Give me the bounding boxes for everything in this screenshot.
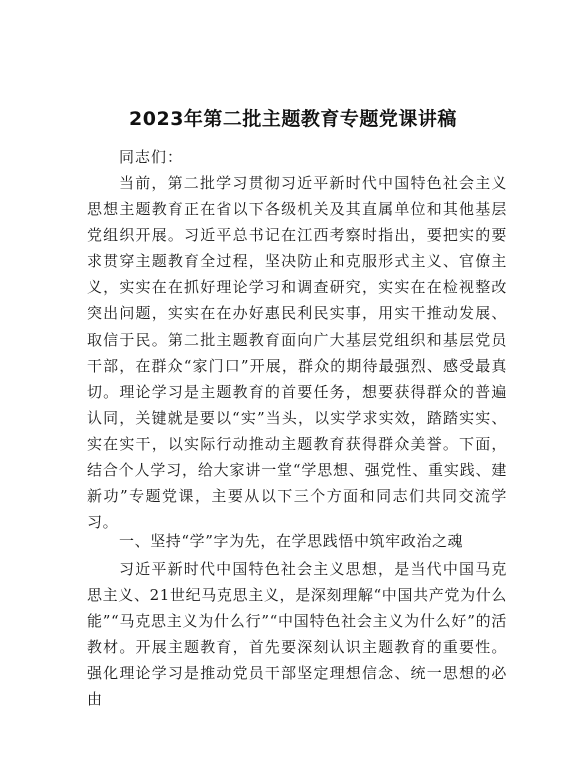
paragraph-intro: 当前，第二批学习贯彻习近平新时代中国特色社会主义思想主题教育正在省以下各级机关及其直属单位和其他基层党组织开展。习近平总书记在江西考察时指出，要把实的要求贯穿主题教育全过程，坚决防止和克服形式主义、官僚主义，实实在在抓好理论学习和调查研究，实实在在检视整改突出问题，实实在在办好惠民利民实事，用实干推动发展、取信于民。第二批主题教育面向广大基层党组织和基层党员干部，在群众“家门口”开展，群众的期待最强烈、感受最真切。理论学习是主题教育的首要任务，想要获得群众的普遍认同，关键就是要以“实”当头，以实学求实效，踏踏实实、实在实干，以实际行动推动主题教育获得群众美誉。下面，结合个人学习，给大家讲一堂“学思想、强党性、重实践、建新功”专题党课，主要从以下三个方面和同志们共同交流学习。 bbox=[87, 174, 507, 532]
document-title: 2023年第二批主题教育专题党课讲稿 bbox=[129, 108, 457, 130]
greeting: 同志们： bbox=[119, 148, 184, 166]
paragraph-section-1: 习近平新时代中国特色社会主义思想，是当代中国马克思主义、21世纪马克思主义，是深刻理解“中国共产党为什么能”“马克思主义为什么行”“中国特色社会主义为什么好”的活教材。开展主题教育，首先要深刻认识主题教育的重要性。强化理论学习是推动党员干部坚定理想信念、统一思想的必由 bbox=[87, 560, 507, 709]
section-heading-1: 一、坚持“学”字为先，在学思践悟中筑牢政治之魂 bbox=[119, 532, 464, 550]
